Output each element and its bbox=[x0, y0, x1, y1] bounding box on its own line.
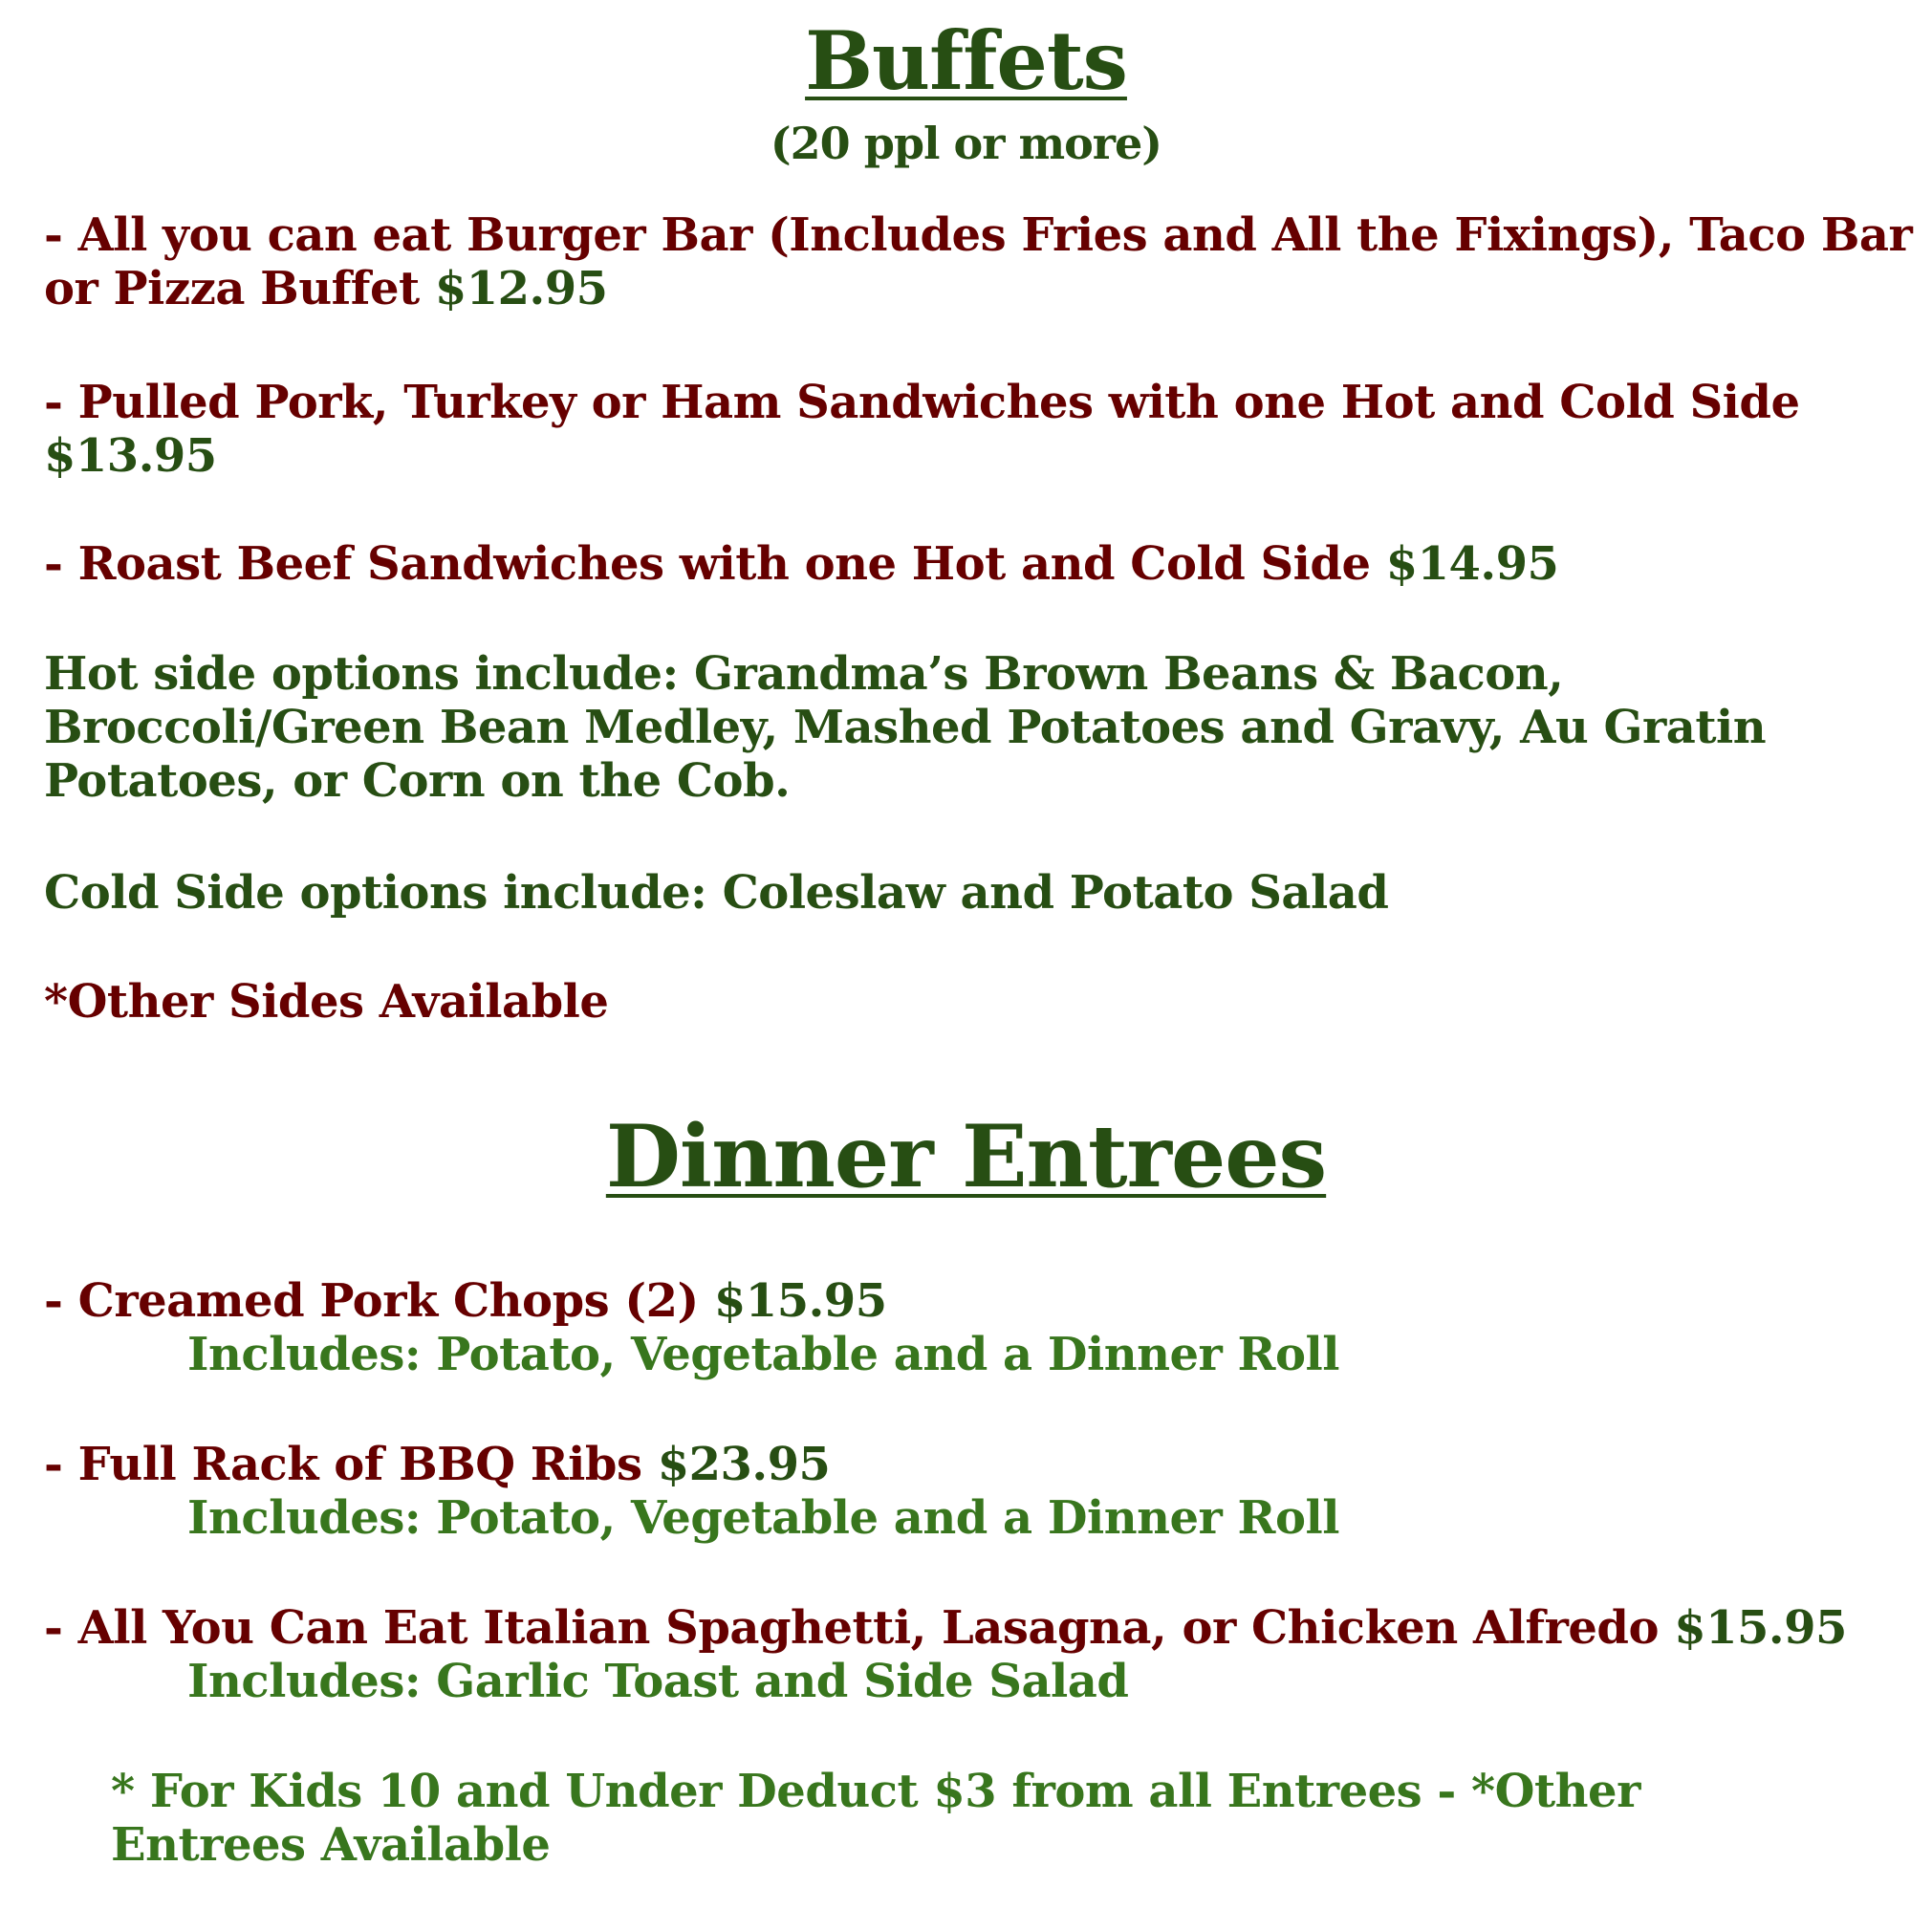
hot-side-options: Hot side options include: Grandma’s Brown Beans & Bacon, Broccoli/Green Bean Medley, Mashed Potatoes and Gravy, Au Gratin Potatoes, or Corn on the Cob. bbox=[44, 647, 1767, 808]
dinner-entrees-title: Dinner Entrees bbox=[605, 1106, 1327, 1207]
other-sides-note: *Other Sides Available bbox=[44, 975, 609, 1029]
entree-item-price: $15.95 bbox=[1674, 1601, 1847, 1655]
entree-item-text: - Full Rack of BBQ Ribs bbox=[44, 1438, 658, 1491]
entree-item-bbq-ribs bbox=[44, 1438, 1918, 1491]
buffet-item-price: $14.95 bbox=[1385, 537, 1559, 591]
entree-includes: Includes: Potato, Vegetable and a Dinner Roll bbox=[187, 1328, 1339, 1381]
entree-item-pork-chops bbox=[44, 1274, 1918, 1328]
entree-item-text: - Creamed Pork Chops (2) bbox=[44, 1274, 714, 1328]
buffet-item-price: $12.95 bbox=[434, 262, 608, 315]
buffets-subtitle: (20 ppl or more) bbox=[770, 118, 1162, 169]
entree-includes: Includes: Garlic Toast and Side Salad bbox=[187, 1655, 1129, 1708]
buffet-item-burger-bar bbox=[44, 208, 1918, 315]
entree-item-price: $23.95 bbox=[657, 1438, 831, 1491]
entree-includes: Includes: Potato, Vegetable and a Dinner Roll bbox=[187, 1491, 1339, 1545]
entree-item-italian bbox=[44, 1601, 1918, 1655]
entree-item-price: $15.95 bbox=[713, 1274, 887, 1328]
cold-side-options: Cold Side options include: Coleslaw and Potato Salad bbox=[44, 866, 1389, 920]
kids-discount-note: * For Kids 10 and Under Deduct $3 from all Entrees - *Other Entrees Available bbox=[111, 1765, 1640, 1872]
buffet-item-text: - Roast Beef Sandwiches with one Hot and Cold Side bbox=[44, 537, 1386, 591]
buffets-title: Buffets bbox=[805, 13, 1127, 108]
buffet-item-price: $13.95 bbox=[44, 429, 217, 483]
entree-item-text: - All You Can Eat Italian Spaghetti, Lasagna, or Chicken Alfredo bbox=[44, 1601, 1675, 1655]
buffet-item-sandwiches bbox=[44, 376, 1918, 483]
buffet-item-text: - Pulled Pork, Turkey or Ham Sandwiches with one Hot and Cold Side bbox=[44, 376, 1800, 429]
buffet-item-text: - All you can eat Burger Bar (Includes Fries and All the Fixings), Taco Bar or Pizza Buffet bbox=[44, 208, 1913, 315]
buffet-item-roast-beef bbox=[44, 537, 1918, 591]
